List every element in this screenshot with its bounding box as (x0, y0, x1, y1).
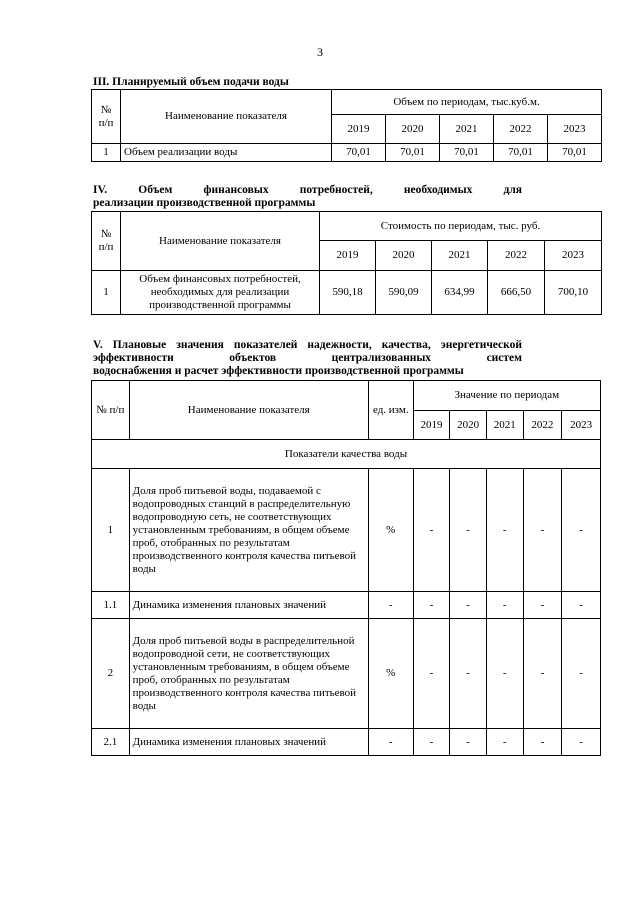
section5-title-line1: V. Плановые значения показателей надежности, качества, (93, 339, 431, 351)
row-value: 590,18 (320, 271, 376, 315)
section5-title (93, 339, 522, 378)
row-value: - (562, 619, 601, 729)
row-number: 1 (92, 144, 121, 162)
section4-title (93, 184, 522, 210)
table-row (92, 729, 601, 756)
col-no-header: № п/п (92, 381, 130, 440)
group-header: Показатели качества воды (92, 440, 601, 469)
row-value: - (413, 469, 450, 592)
row-unit: % (368, 469, 413, 592)
col-period-header: Объем по периодам, тыс.куб.м. (332, 90, 602, 115)
row-name: Объем финансовых потребностей, необходимых для реализации производственной программы (121, 271, 320, 315)
col-name-header: Наименование показателя (121, 90, 332, 144)
row-name: Объем реализации воды (121, 144, 332, 162)
row-value: - (450, 592, 487, 619)
row-value: 70,01 (386, 144, 440, 162)
year-header: 2023 (562, 411, 601, 440)
row-value: - (523, 469, 562, 592)
table-row (92, 469, 601, 592)
row-value: - (450, 729, 487, 756)
row-value: - (523, 592, 562, 619)
year-header: 2022 (494, 115, 548, 144)
year-header: 2020 (386, 115, 440, 144)
year-header: 2023 (548, 115, 602, 144)
row-name: Динамика изменения плановых значений (129, 592, 368, 619)
year-header: 2023 (545, 241, 602, 271)
year-header: 2019 (413, 411, 450, 440)
row-value: - (562, 469, 601, 592)
water-supply-table (91, 89, 602, 162)
row-value: - (523, 619, 562, 729)
col-period-header: Стоимость по периодам, тыс. руб. (320, 212, 602, 241)
row-value: 70,01 (548, 144, 602, 162)
row-unit: - (368, 592, 413, 619)
year-header: 2021 (432, 241, 488, 271)
col-period-header: Значение по периодам (413, 381, 600, 411)
row-number: 2 (92, 619, 130, 729)
row-value: 70,01 (494, 144, 548, 162)
section5-title-line2: энергетической эффективности объектов централизованных систем (93, 339, 523, 364)
row-number: 1.1 (92, 592, 130, 619)
row-value: - (562, 592, 601, 619)
year-header: 2020 (376, 241, 432, 271)
financial-needs-table (91, 211, 602, 315)
row-unit: - (368, 729, 413, 756)
row-number: 2.1 (92, 729, 130, 756)
row-unit: % (368, 619, 413, 729)
section4-title-line1: IV. Объем финансовых потребностей, необходимых для (93, 184, 522, 196)
row-value: - (413, 729, 450, 756)
row-value: - (413, 592, 450, 619)
year-header: 2022 (523, 411, 562, 440)
table-row (92, 271, 602, 315)
row-value: - (450, 469, 487, 592)
year-header: 2019 (320, 241, 376, 271)
row-value: - (486, 619, 523, 729)
row-number: 1 (92, 271, 121, 315)
row-value: 70,01 (332, 144, 386, 162)
row-value: 70,01 (440, 144, 494, 162)
col-no-header: № п/п (92, 90, 121, 144)
row-value: - (413, 619, 450, 729)
row-value: - (450, 619, 487, 729)
row-value: - (562, 729, 601, 756)
year-header: 2021 (486, 411, 523, 440)
row-name: Доля проб питьевой воды, подаваемой с водопроводных станций в распределительную водопроводную сеть, не соответствующих установленным требованиям, в общем объеме проб, отобранных по результатам производственного контроля качества питьевой воды (129, 469, 368, 592)
section3-title: III. Планируемый объем подачи воды (93, 76, 289, 88)
row-value: 634,99 (432, 271, 488, 315)
year-header: 2021 (440, 115, 494, 144)
table-row (92, 592, 601, 619)
col-unit-header: ед. изм. (368, 381, 413, 440)
col-name-header: Наименование показателя (121, 212, 320, 271)
row-value: - (486, 469, 523, 592)
row-value: 666,50 (488, 271, 545, 315)
col-name-header: Наименование показателя (129, 381, 368, 440)
section5-title-line3: водоснабжения и расчет эффективности производственной программы (93, 365, 464, 377)
row-name: Доля проб питьевой воды в распределительной водопроводной сети, не соответствующих установленным требованиям, в общем объеме проб, отобранных по результатам производственного контроля качества питьевой воды (129, 619, 368, 729)
page-number: 3 (317, 45, 323, 59)
table-row (92, 144, 602, 162)
row-value: - (523, 729, 562, 756)
year-header: 2020 (450, 411, 487, 440)
row-value: - (486, 729, 523, 756)
row-name: Динамика изменения плановых значений (129, 729, 368, 756)
section4-title-line2: реализации производственной программы (93, 197, 316, 209)
year-header: 2019 (332, 115, 386, 144)
row-value: 700,10 (545, 271, 602, 315)
table-row (92, 619, 601, 729)
year-header: 2022 (488, 241, 545, 271)
col-no-header: № п/п (92, 212, 121, 271)
reliability-table (91, 380, 601, 756)
row-value: 590,09 (376, 271, 432, 315)
row-value: - (486, 592, 523, 619)
row-number: 1 (92, 469, 130, 592)
